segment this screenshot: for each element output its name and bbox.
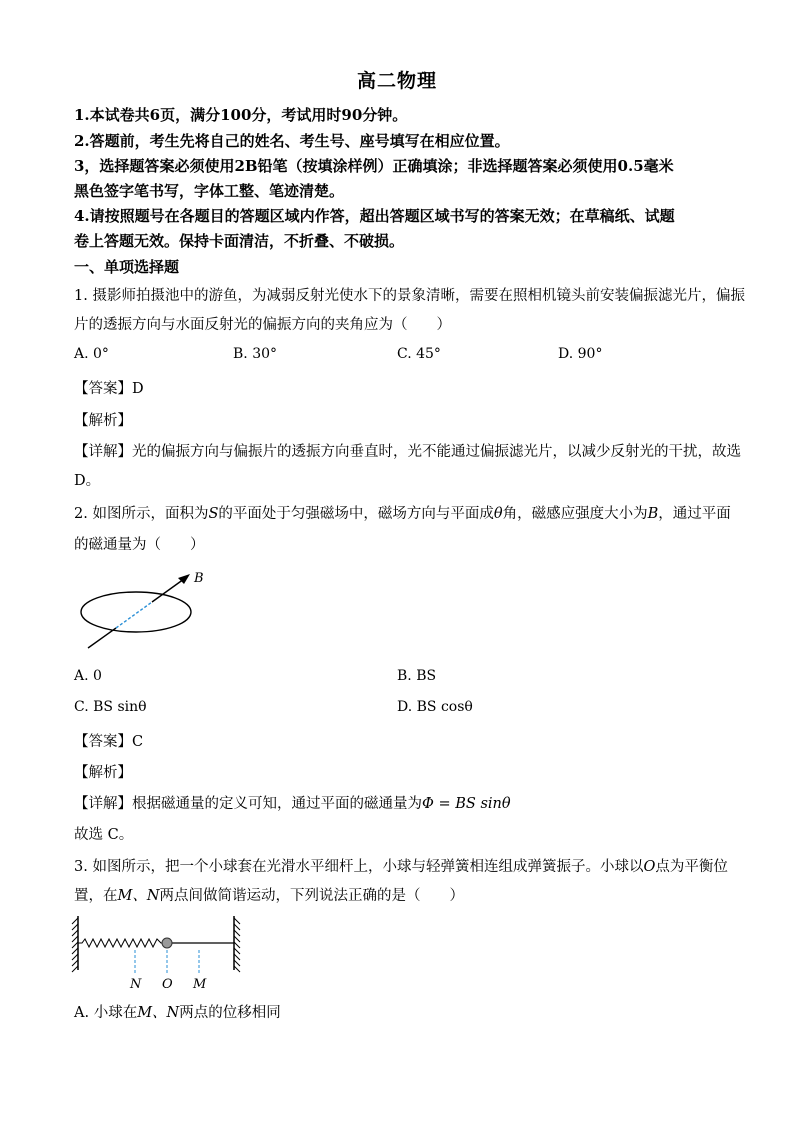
q2-detail-text: 【详解】根据磁通量的定义可知，通过平面的磁通量为 [74, 796, 422, 812]
q3-var-o: O [643, 859, 656, 875]
q2-stem-text-a: 2. 如图所示，面积为 [74, 506, 209, 522]
instruction-1: 1.本试卷共6页，满分100分，考试用时90分钟。 [74, 106, 408, 124]
instruction-3-cont: 黑色签字笔书写，字体工整、笔迹清楚。 [74, 182, 345, 200]
q2-stem-text-c: 角，磁感应强度大小为 [502, 506, 648, 522]
q2-stem-text-b: 的平面处于匀强磁场中，磁场方向与平面成 [218, 506, 494, 522]
label-m: M [193, 977, 207, 992]
q1-option-b: B. 30° [233, 346, 278, 362]
q2-stem-line1 [74, 502, 731, 523]
plane-ellipse [81, 592, 191, 632]
ball [162, 938, 172, 948]
q2-detail-line1 [74, 792, 511, 813]
q1-analysis: 【解析】 [74, 413, 132, 429]
q1-stem-line2: 片的透振方向与水面反射光的偏振方向的夹角应为（ ） [74, 317, 451, 333]
q2-option-c: C. BS sinθ [74, 699, 147, 715]
q3-stem-line1 [74, 855, 728, 876]
q3-spring-oscillator-figure [66, 908, 246, 994]
q2-var-theta: θ [493, 506, 503, 522]
q2-detail-line2: 故选 C。 [74, 827, 134, 843]
q2-option-b: B. BS [397, 668, 437, 684]
q2-stem-text-d: ，通过平面 [658, 506, 731, 522]
field-line-dashed [116, 602, 152, 628]
q2-var-s: S [208, 506, 219, 522]
q3-stem-text-d: 两点间做简谐运动，下列说法正确的是（ ） [159, 888, 465, 904]
q1-detail-line1: 【详解】光的偏振方向与偏振片的透振方向垂直时，光不能通过偏振滤光片，以减少反射光的干扰，故选 [74, 444, 741, 460]
q2-answer: 【答案】C [74, 734, 144, 750]
q2-magnetic-flux-figure [70, 560, 230, 660]
q1-stem-line1: 1. 摄影师拍摄池中的游鱼，为减弱反射光使水下的景象清晰，需要在照相机镜头前安装偏振滤光片，偏振 [74, 288, 745, 304]
q2-var-b: B [647, 506, 659, 522]
q3-var-mn: M、N [117, 888, 160, 904]
q3-stem-text-c: 置，在 [74, 888, 118, 904]
q3-stem-text-a: 3. 如图所示，把一个小球套在光滑水平细杆上，小球与轻弹簧相连组成弹簧振子。小球以 [74, 859, 644, 875]
label-o: O [162, 977, 173, 992]
field-line-lower [88, 628, 116, 648]
q3-option-a-text-b: 两点的位移相同 [179, 1005, 281, 1021]
spring [78, 939, 163, 947]
instruction-3: 3，选择题答案必须使用2B铅笔（按填涂样例）正确填涂；非选择题答案必须使用0.5毫米 [74, 157, 674, 175]
q3-option-a-var: M、N [137, 1005, 180, 1021]
section-heading: 一、单项选择题 [74, 258, 180, 276]
q2-analysis: 【解析】 [74, 765, 132, 781]
q1-option-c: C. 45° [397, 346, 441, 362]
q1-option-a: A. 0° [74, 346, 109, 362]
q1-answer: 【答案】D [74, 381, 144, 397]
q1-option-d: D. 90° [558, 346, 603, 362]
q3-stem-line2 [74, 884, 464, 905]
instruction-4: 4.请按照题号在各题目的答题区域内作答，超出答题区域书写的答案无效；在草稿纸、试题 [74, 207, 675, 225]
page-title: 高二物理 [356, 70, 437, 92]
q1-detail-line2: D。 [74, 473, 101, 489]
field-line-upper [152, 579, 184, 602]
label-n: N [130, 977, 142, 992]
figure-label-b: B [194, 571, 204, 586]
q2-stem-line2: 的磁通量为（ ） [74, 537, 205, 553]
q3-option-a [74, 1001, 281, 1022]
q2-detail-formula: Φ = BS sinθ [422, 796, 511, 812]
instruction-4-cont: 卷上答题无效。保持卡面清洁，不折叠、不破损。 [74, 232, 405, 250]
q2-option-d: D. BS cosθ [397, 699, 473, 715]
right-wall-hatch [234, 918, 240, 972]
left-wall-hatch [72, 918, 78, 972]
q2-option-a: A. 0 [74, 668, 102, 684]
q3-option-a-text-a: A. 小球在 [74, 1005, 138, 1021]
instruction-2: 2.答题前，考生先将自己的姓名、考生号、座号填写在相应位置。 [74, 132, 510, 150]
q3-stem-text-b: 点为平衡位 [655, 859, 728, 875]
